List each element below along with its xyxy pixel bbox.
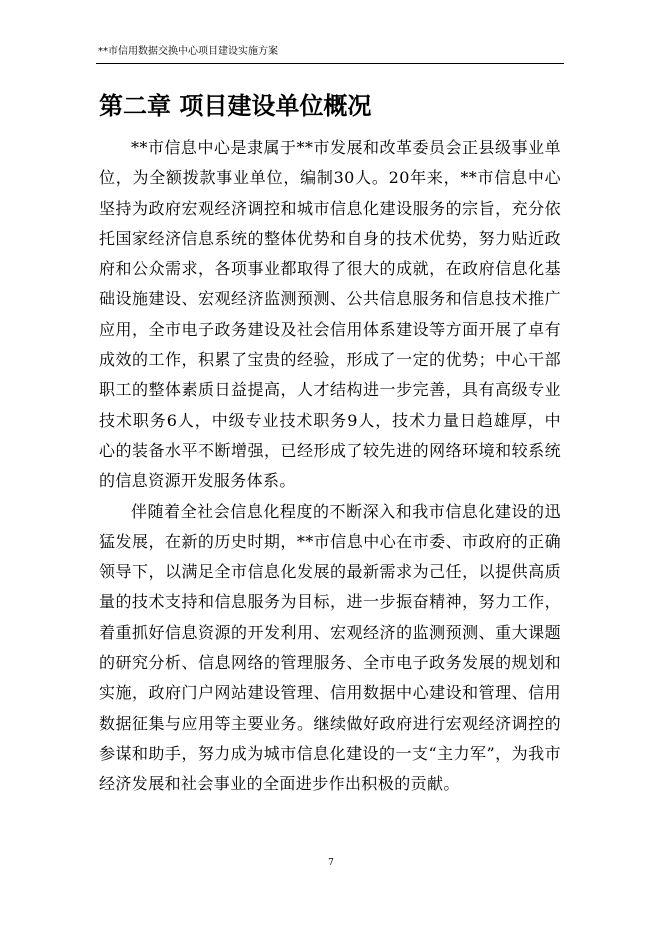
body-text [99, 133, 561, 800]
page-number: 7 [328, 858, 334, 868]
chapter-title: 第二章 项目建设单位概况 [99, 92, 372, 120]
header-divider [96, 63, 564, 64]
paragraph-1: **市信息中心是隶属于**市发展和改革委员会正县级事业单位，为全额拨款事业单位，编制30人。20年来，**市信息中心坚持为政府宏观经济调控和城市信息化建设服务的宗旨，充分依托国家经济信息系统的整体优势和自身的技术优势，努力贴近政府和公众需求，各项事业都取得了很大的成就，在政府信息化基础设施建设、宏观经济监测预测、公共信息服务和信息技术推广应用，全市电子政务建设及社会信用体系建设等方面开展了卓有成效的工作，积累了宝贵的经验，形成了一定的优势；中心干部职工的整体素质日益提高，人才结构进一步完善，具有高级专业技术职务6人，中级专业技术职务9人，技术力量日趋雄厚，中心的装备水平不断增强，已经形成了较先进的网络环境和较系统的信息资源开发服务体系。 [99, 138, 561, 491]
paragraph-2: 伴随着全社会信息化程度的不断深入和我市信息化建设的迅猛发展，在新的历史时期，**市信息中心在市委、市政府的正确领导下，以满足全市信息化发展的最新需求为己任，以提供高质量的技术支持和信息服务为目标，进一步振奋精神，努力工作，着重抓好信息资源的开发利用、宏观经济的监测预测、重大课题的研究分析、信息网络的管理服务、全市电子政务发展的规划和实施，政府门户网站建设管理、信用数据中心建设和管理、信用数据征集与应用等主要业务。继续做好政府进行宏观经济调控的参谋和助手，努力成为城市信息化建设的一支“主力军”，为我市经济发展和社会事业的全面进步作出积极的贡献。 [99, 501, 561, 794]
running-header: **市信用数据交换中心项目建设实施方案 [98, 46, 278, 57]
